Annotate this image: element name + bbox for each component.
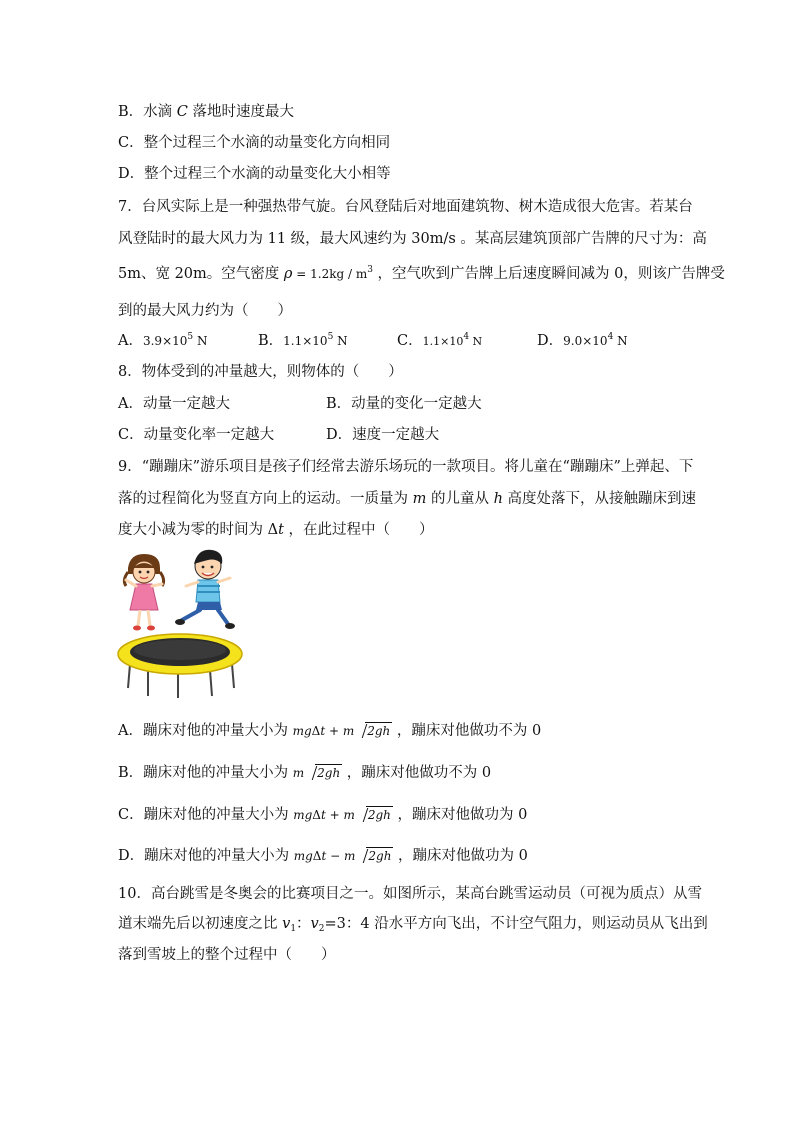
- q8-option-d: D．速度一定越大: [326, 427, 440, 443]
- q9-stem-line3: 度大小减为零的时间为 Δt ，在此过程中（ ）: [118, 522, 434, 538]
- q9-option-c: C．蹦床对他的冲量大小为 mgΔt + m 2gh ，蹦床对他做功为 0: [118, 807, 528, 823]
- q10-stem-line1: 10．高台跳雪是冬奥会的比赛项目之一。如图所示，某高台跳雪运动员（可视为质点）从雪: [118, 886, 702, 902]
- q7-stem-line3: 5m、宽 20m。空气密度 $\rho = 1.2kg / m^3$ ，空气吹到广告牌上后速度瞬间减为 0，则该广告牌受: [118, 265, 725, 282]
- q10-stem-line3: 落到雪坡上的整个过程中（ ）: [118, 947, 336, 963]
- q8-option-c: C．动量变化率一定越大: [118, 427, 275, 443]
- q7-stem-line4: 到的最大风力约为（ ）: [118, 303, 292, 319]
- q7-option-a: A．$3.9\times 10^5$ N: [118, 332, 208, 349]
- q8-option-a: A．动量一定越大: [118, 396, 230, 412]
- q8-option-b: B．动量的变化一定越大: [326, 396, 482, 412]
- q6-option-c: C．整个过程三个水滴的动量变化方向相同: [118, 135, 391, 151]
- q10-stem-line2: 道末端先后以初速度之比 $v_1$：$v_2=3$：4 沿水平方向飞出，不计空气阻力，则运动员从飞出到: [118, 916, 708, 934]
- q7-option-b: B．$1.1\times 10^5$ N: [258, 332, 348, 349]
- girl-figure: [124, 554, 163, 631]
- q7-stem-line1: 7．台风实际上是一种强热带气旋。台风登陆后对地面建筑物、树木造成很大危害。若某台: [118, 199, 693, 215]
- q8-stem: 8．物体受到的冲量越大，则物体的（ ）: [118, 364, 403, 380]
- q7-stem-line2: 风登陆时的最大风力为 11 级，最大风速约为 30m/s 。某高层建筑顶部广告牌的尺寸为：高: [118, 231, 707, 247]
- boy-figure: [175, 550, 235, 629]
- q9-stem-line2: 落的过程简化为竖直方向上的运动。一质量为 m 的儿童从 h 高度处落下，从接触蹦床到速: [118, 491, 697, 507]
- trampoline-children-illustration: [114, 546, 246, 698]
- q9-stem-line1: 9．“蹦蹦床”游乐项目是孩子们经常去游乐场玩的一款项目。将儿童在“蹦蹦床”上弹起、下: [118, 459, 694, 475]
- q6-option-b: B．水滴 C 落地时速度最大: [118, 104, 294, 120]
- q9-option-a: A．蹦床对他的冲量大小为 mgΔt + m 2gh ，蹦床对他做功不为 0: [118, 723, 542, 739]
- q9-option-d: D．蹦床对他的冲量大小为 mgΔt − m 2gh ，蹦床对他做功为 0: [118, 848, 528, 864]
- q6-option-d: D．整个过程三个水滴的动量变化大小相等: [118, 166, 391, 182]
- q9-option-b: B．蹦床对他的冲量大小为 m 2gh ，蹦床对他做功不为 0: [118, 765, 492, 781]
- q7-option-c: C．$1.1\times 10^4$ N: [397, 332, 483, 349]
- q7-option-d: D．$9.0\times 10^4$ N: [537, 332, 628, 349]
